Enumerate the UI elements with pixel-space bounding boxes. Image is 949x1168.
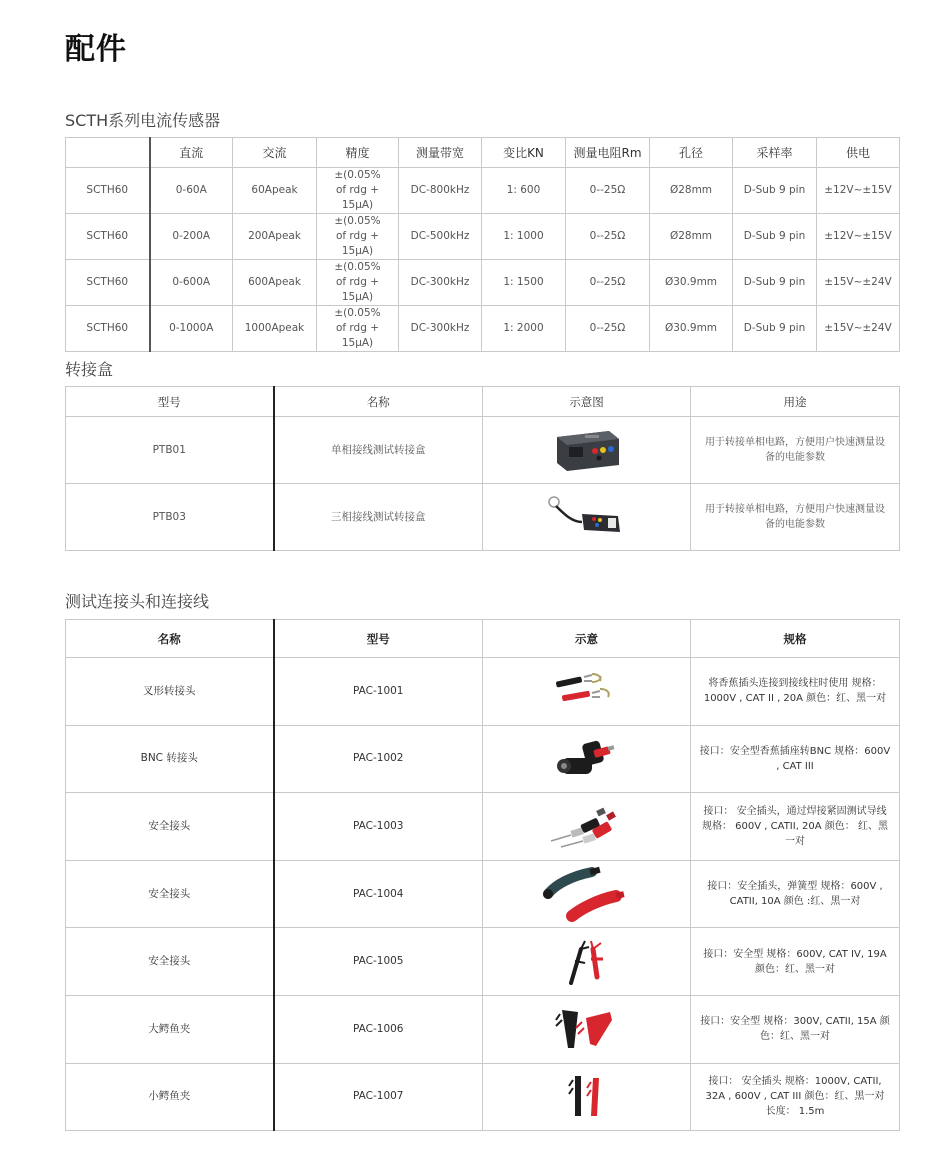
- header-cell: 用途: [691, 387, 900, 417]
- table-row: [66, 306, 900, 352]
- header-cell: 测量带宽: [399, 138, 482, 168]
- table-row: [66, 168, 900, 214]
- bandwidth-cell: DC-300kHz: [399, 306, 482, 352]
- accuracy-cell: ±(0.05% of rdg + 15μA): [317, 168, 399, 214]
- table-row: [66, 658, 900, 726]
- table-row: [66, 793, 900, 861]
- name-cell: 三相接线测试转接盒: [274, 484, 483, 551]
- spec-cell: 接口：安全型 规格：300V, CATII, 15A 颜色：红、黑一对: [691, 995, 900, 1063]
- use-cell: 用于转接单相电路，方便用户快速测量设备的电能参数: [691, 417, 900, 484]
- aperture-cell: Ø28mm: [650, 168, 733, 214]
- header-cell: 示意: [483, 620, 691, 658]
- image-cell: [483, 860, 691, 928]
- table-row: [66, 214, 900, 260]
- aperture-cell: Ø28mm: [650, 214, 733, 260]
- table-row: [66, 417, 900, 484]
- name-cell: 安全接头: [66, 928, 274, 996]
- header-cell: 直流: [150, 138, 233, 168]
- name-cell: 小鳄鱼夹: [66, 1063, 274, 1131]
- hook-clip-image: [557, 937, 617, 987]
- large-alligator-clip-image: [552, 1004, 622, 1054]
- model-cell: PAC-1003: [274, 793, 483, 861]
- dc-cell: 0-60A: [150, 168, 233, 214]
- table-row: [66, 1063, 900, 1131]
- image-cell: [483, 417, 691, 484]
- header-cell: 示意图: [483, 387, 691, 417]
- header-cell: 变比KN: [482, 138, 566, 168]
- accuracy-cell: ±(0.05% of rdg + 15μA): [317, 306, 399, 352]
- model-cell: PAC-1004: [274, 860, 483, 928]
- image-cell: [483, 995, 691, 1063]
- ratio-cell: 1: 2000: [482, 306, 566, 352]
- header-cell: 型号: [66, 387, 274, 417]
- dc-cell: 0-1000A: [150, 306, 233, 352]
- spec-cell: 接口： 安全插头 规格：1000V, CATII, 32A , 600V , CAT III 颜色：红、黑一对 长度： 1.5m: [691, 1063, 900, 1131]
- ratio-cell: 1: 1500: [482, 260, 566, 306]
- dc-cell: 0-600A: [150, 260, 233, 306]
- header-cell: 孔径: [650, 138, 733, 168]
- image-cell: [483, 1063, 691, 1131]
- image-cell: [483, 658, 691, 726]
- model-cell: PAC-1007: [274, 1063, 483, 1131]
- header-cell: 规格: [691, 620, 900, 658]
- aperture-cell: Ø30.9mm: [650, 260, 733, 306]
- table-row: [66, 928, 900, 996]
- model-cell: SCTH60: [66, 306, 150, 352]
- table-row: [66, 725, 900, 793]
- name-cell: 安全接头: [66, 793, 274, 861]
- name-cell: 大鳄鱼夹: [66, 995, 274, 1063]
- junction-box-table: [65, 386, 900, 551]
- connector-table-header: [66, 620, 900, 658]
- aperture-cell: Ø30.9mm: [650, 306, 733, 352]
- model-cell: SCTH60: [66, 260, 150, 306]
- header-cell: 精度: [317, 138, 399, 168]
- power-cell: ±15V~±24V: [817, 306, 900, 352]
- image-cell: [483, 793, 691, 861]
- header-cell: 测量电阻Rm: [566, 138, 650, 168]
- ac-cell: 1000Apeak: [233, 306, 317, 352]
- model-cell: PTB03: [66, 484, 274, 551]
- sensors-section-title: SCTH系列电流传感器: [65, 111, 221, 130]
- sensor-table: [65, 137, 900, 352]
- resistance-cell: 0--25Ω: [566, 214, 650, 260]
- spec-cell: 接口：安全插头，弹簧型 规格：600V , CATII, 10A 颜色 :红、黑一对: [691, 860, 900, 928]
- bnc-adapter-image: [552, 734, 622, 784]
- header-cell: 采样率: [733, 138, 817, 168]
- ac-cell: 60Apeak: [233, 168, 317, 214]
- model-cell: SCTH60: [66, 214, 150, 260]
- resistance-cell: 0--25Ω: [566, 168, 650, 214]
- header-cell: 交流: [233, 138, 317, 168]
- accuracy-cell: ±(0.05% of rdg + 15μA): [317, 260, 399, 306]
- spec-cell: 接口：安全型香蕉插座转BNC 规格：600V , CAT III: [691, 725, 900, 793]
- ac-cell: 600Apeak: [233, 260, 317, 306]
- header-cell: [66, 138, 150, 168]
- name-cell: 安全接头: [66, 860, 274, 928]
- connector-table: [65, 619, 900, 1131]
- connectors-section-title: 测试连接头和连接线: [65, 592, 210, 611]
- spec-cell: 接口：安全型 规格：600V, CAT IV, 19A 颜色：红、黑一对: [691, 928, 900, 996]
- accuracy-cell: ±(0.05% of rdg + 15μA): [317, 214, 399, 260]
- bandwidth-cell: DC-300kHz: [399, 260, 482, 306]
- table-row: [66, 484, 900, 551]
- spec-cell: 接口： 安全插头，通过焊接紧固测试导线 规格： 600V , CATII, 20A 颜色： 红、黑一对: [691, 793, 900, 861]
- sampling-cell: D-Sub 9 pin: [733, 214, 817, 260]
- spec-cell: 将香蕉插头连接到接线柱时使用 规格：1000V , CAT II , 20A 颜色：红、黑一对: [691, 658, 900, 726]
- model-cell: PAC-1006: [274, 995, 483, 1063]
- model-cell: PAC-1002: [274, 725, 483, 793]
- ratio-cell: 1: 1000: [482, 214, 566, 260]
- power-cell: ±12V~±15V: [817, 214, 900, 260]
- model-cell: PAC-1001: [274, 658, 483, 726]
- boxes-section-title: 转接盒: [65, 360, 114, 379]
- header-cell: 名称: [66, 620, 274, 658]
- resistance-cell: 0--25Ω: [566, 260, 650, 306]
- model-cell: SCTH60: [66, 168, 150, 214]
- image-cell: [483, 725, 691, 793]
- use-cell: 用于转接单相电路，方便用户快速测量设备的电能参数: [691, 484, 900, 551]
- junction-box-image: [547, 425, 627, 475]
- resistance-cell: 0--25Ω: [566, 306, 650, 352]
- name-cell: 单相接线测试转接盒: [274, 417, 483, 484]
- sensor-table-header: [66, 138, 900, 168]
- bandwidth-cell: DC-500kHz: [399, 214, 482, 260]
- junction-box-header: [66, 387, 900, 417]
- page-title: 配件: [65, 32, 127, 67]
- sampling-cell: D-Sub 9 pin: [733, 168, 817, 214]
- model-cell: PTB01: [66, 417, 274, 484]
- three-phase-box-image: [542, 492, 632, 542]
- header-cell: 供电: [817, 138, 900, 168]
- table-row: [66, 860, 900, 928]
- table-row: [66, 260, 900, 306]
- dc-cell: 0-200A: [150, 214, 233, 260]
- power-cell: ±15V~±24V: [817, 260, 900, 306]
- small-alligator-clip-image: [557, 1072, 617, 1122]
- power-cell: ±12V~±15V: [817, 168, 900, 214]
- sampling-cell: D-Sub 9 pin: [733, 260, 817, 306]
- table-row: [66, 995, 900, 1063]
- bandwidth-cell: DC-800kHz: [399, 168, 482, 214]
- sampling-cell: D-Sub 9 pin: [733, 306, 817, 352]
- ac-cell: 200Apeak: [233, 214, 317, 260]
- fork-adapter-image: [552, 671, 622, 711]
- header-cell: 型号: [274, 620, 483, 658]
- header-cell: 名称: [274, 387, 483, 417]
- ratio-cell: 1: 600: [482, 168, 566, 214]
- spring-safety-plug-image: [542, 864, 632, 924]
- name-cell: BNC 转接头: [66, 725, 274, 793]
- image-cell: [483, 484, 691, 551]
- image-cell: [483, 928, 691, 996]
- model-cell: PAC-1005: [274, 928, 483, 996]
- safety-plug-image: [547, 801, 627, 851]
- name-cell: 叉形转接头: [66, 658, 274, 726]
